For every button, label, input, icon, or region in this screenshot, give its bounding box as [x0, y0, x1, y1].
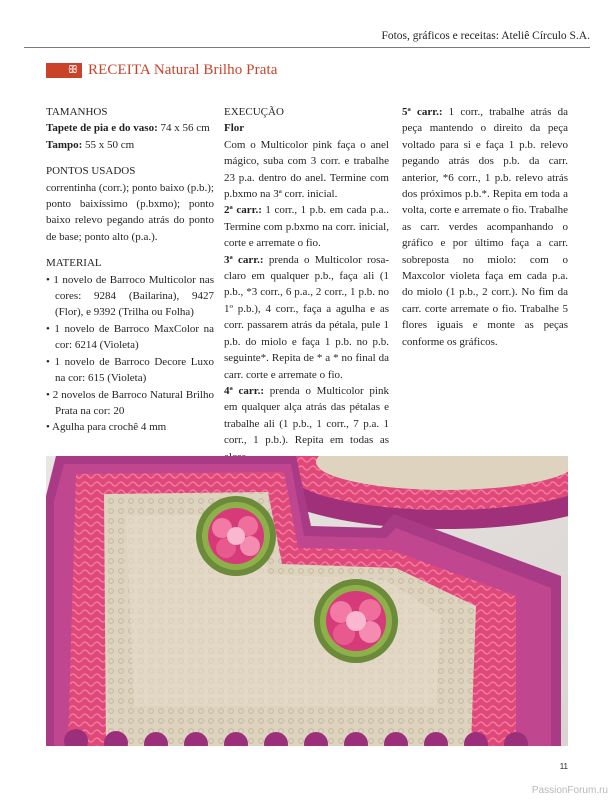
flor-heading: Flor	[224, 122, 245, 135]
rug-photo	[46, 456, 568, 746]
recipe-title	[46, 62, 277, 79]
list-item: • 1 novelo de Barroco MaxColor na cor: 6214 (Violeta)	[46, 322, 214, 352]
flower-2	[314, 579, 398, 663]
size-tapete: Tapete de pia e do vaso: 74 x 56 cm	[46, 122, 210, 135]
material-heading: MATERIAL	[46, 257, 102, 270]
column-sizes-materials	[46, 104, 214, 436]
watermark: PassionForum.ru	[531, 785, 608, 796]
tamanhos-heading: TAMANHOS	[46, 106, 108, 118]
step-4: 4ª carr.: prenda o Multicolor pink em qualquer alça atrás das pétalas e trabalhe ali (1 p.b., 1 corr., 7 p.a. 1 corr., 1 p.b.). Repita em todas as	[224, 384, 389, 447]
pontos-heading: PONTOS USADOS	[46, 165, 136, 178]
page-number: 11	[559, 762, 568, 771]
recipe-title-text: RECEITA Natural Brilho Prata	[88, 62, 278, 78]
flower-1	[196, 496, 276, 576]
list-item: • 1 novelo de Barroco Decore Luxo na cor: 615 (Violeta)	[46, 355, 214, 385]
list-item: • 2 novelos de Barroco Natural Brilho Prata na cor: 20	[46, 388, 214, 417]
rug-illustration	[46, 456, 568, 746]
column-execution-cont	[402, 104, 568, 350]
size-tampo: Tampo: 55 x 50 cm	[46, 138, 135, 151]
column-execution	[224, 104, 389, 465]
pontos-text: correntinha (corr.); ponto baixo (p.b.); ponto baixíssimo (p.bxmo); ponto baixo relevo pegando atrás do ponto de base; ponto alto (p.a.).	[46, 181, 214, 243]
step-5: 5ª carr.: 1 corr., trabalhe atrás da peça mantendo o direito da peça voltado para si e faça 1 p.b. relevo pegando atrás dos p.b. da carr. anterior, *6 corr., 1 p.b. relevo atrás dos próximos p.b.*. Repita em toda a volta, corte e arremate o fio. Trabalhe as carr. verdes acompanhando o gráfico e por último faça a carr. sobreposta no miolo: com o Maxcolor violeta faça em cada p.a. do miolo (1 p.b., 2 corr.). No fim da carr. corte arremate o fio. Trabalhe 5 flores iguais e monte as peças conforme os gráficos.	[402, 106, 568, 348]
list-item: • 1 novelo de Barroco Multicolor nas cores: 9284 (Bailarina), 9427 (Flor), e 9392 (Trilha ou Folha)	[46, 273, 214, 319]
execucao-heading: EXECUÇÃO	[224, 106, 284, 118]
material-list	[46, 272, 214, 436]
ribbon-icon: ꕥ	[46, 63, 82, 78]
list-item: • Agulha para crochê 4 mm	[46, 421, 167, 434]
step-2: 2ª carr.: 1 corr., 1 p.b. em cada p.a.. Termine com p.bxmo na corr. inicial, corte e arremate o fio.	[224, 204, 389, 250]
header-credit: Fotos, gráficos e receitas: Ateliê Círculo S.A.	[381, 30, 590, 42]
step-1: Com o Multicolor pink faça o anel mágico, suba com 3 corr. e trabalhe 23 p.a. dentro do anel. Termine com p.bxmo na 3ª corr. inicial.	[224, 138, 389, 201]
page-header	[0, 0, 614, 50]
step-3: 3ª carr.: prenda o Multicolor rosa-claro em qualquer p.b., faça ali (1 p.b., *3 corr., 6 p.a., 2 corr., 1 p.b. no 1º p.b.), 4 corr., faça a agulha e as corr. passarem atrás da pétala, pule 1 p.b. do miolo e faça 1 p.b. no p.b. seguinte*. Repita de * a * no final da carr. corte e arremate o fio.	[224, 253, 389, 381]
header-divider	[24, 47, 590, 48]
